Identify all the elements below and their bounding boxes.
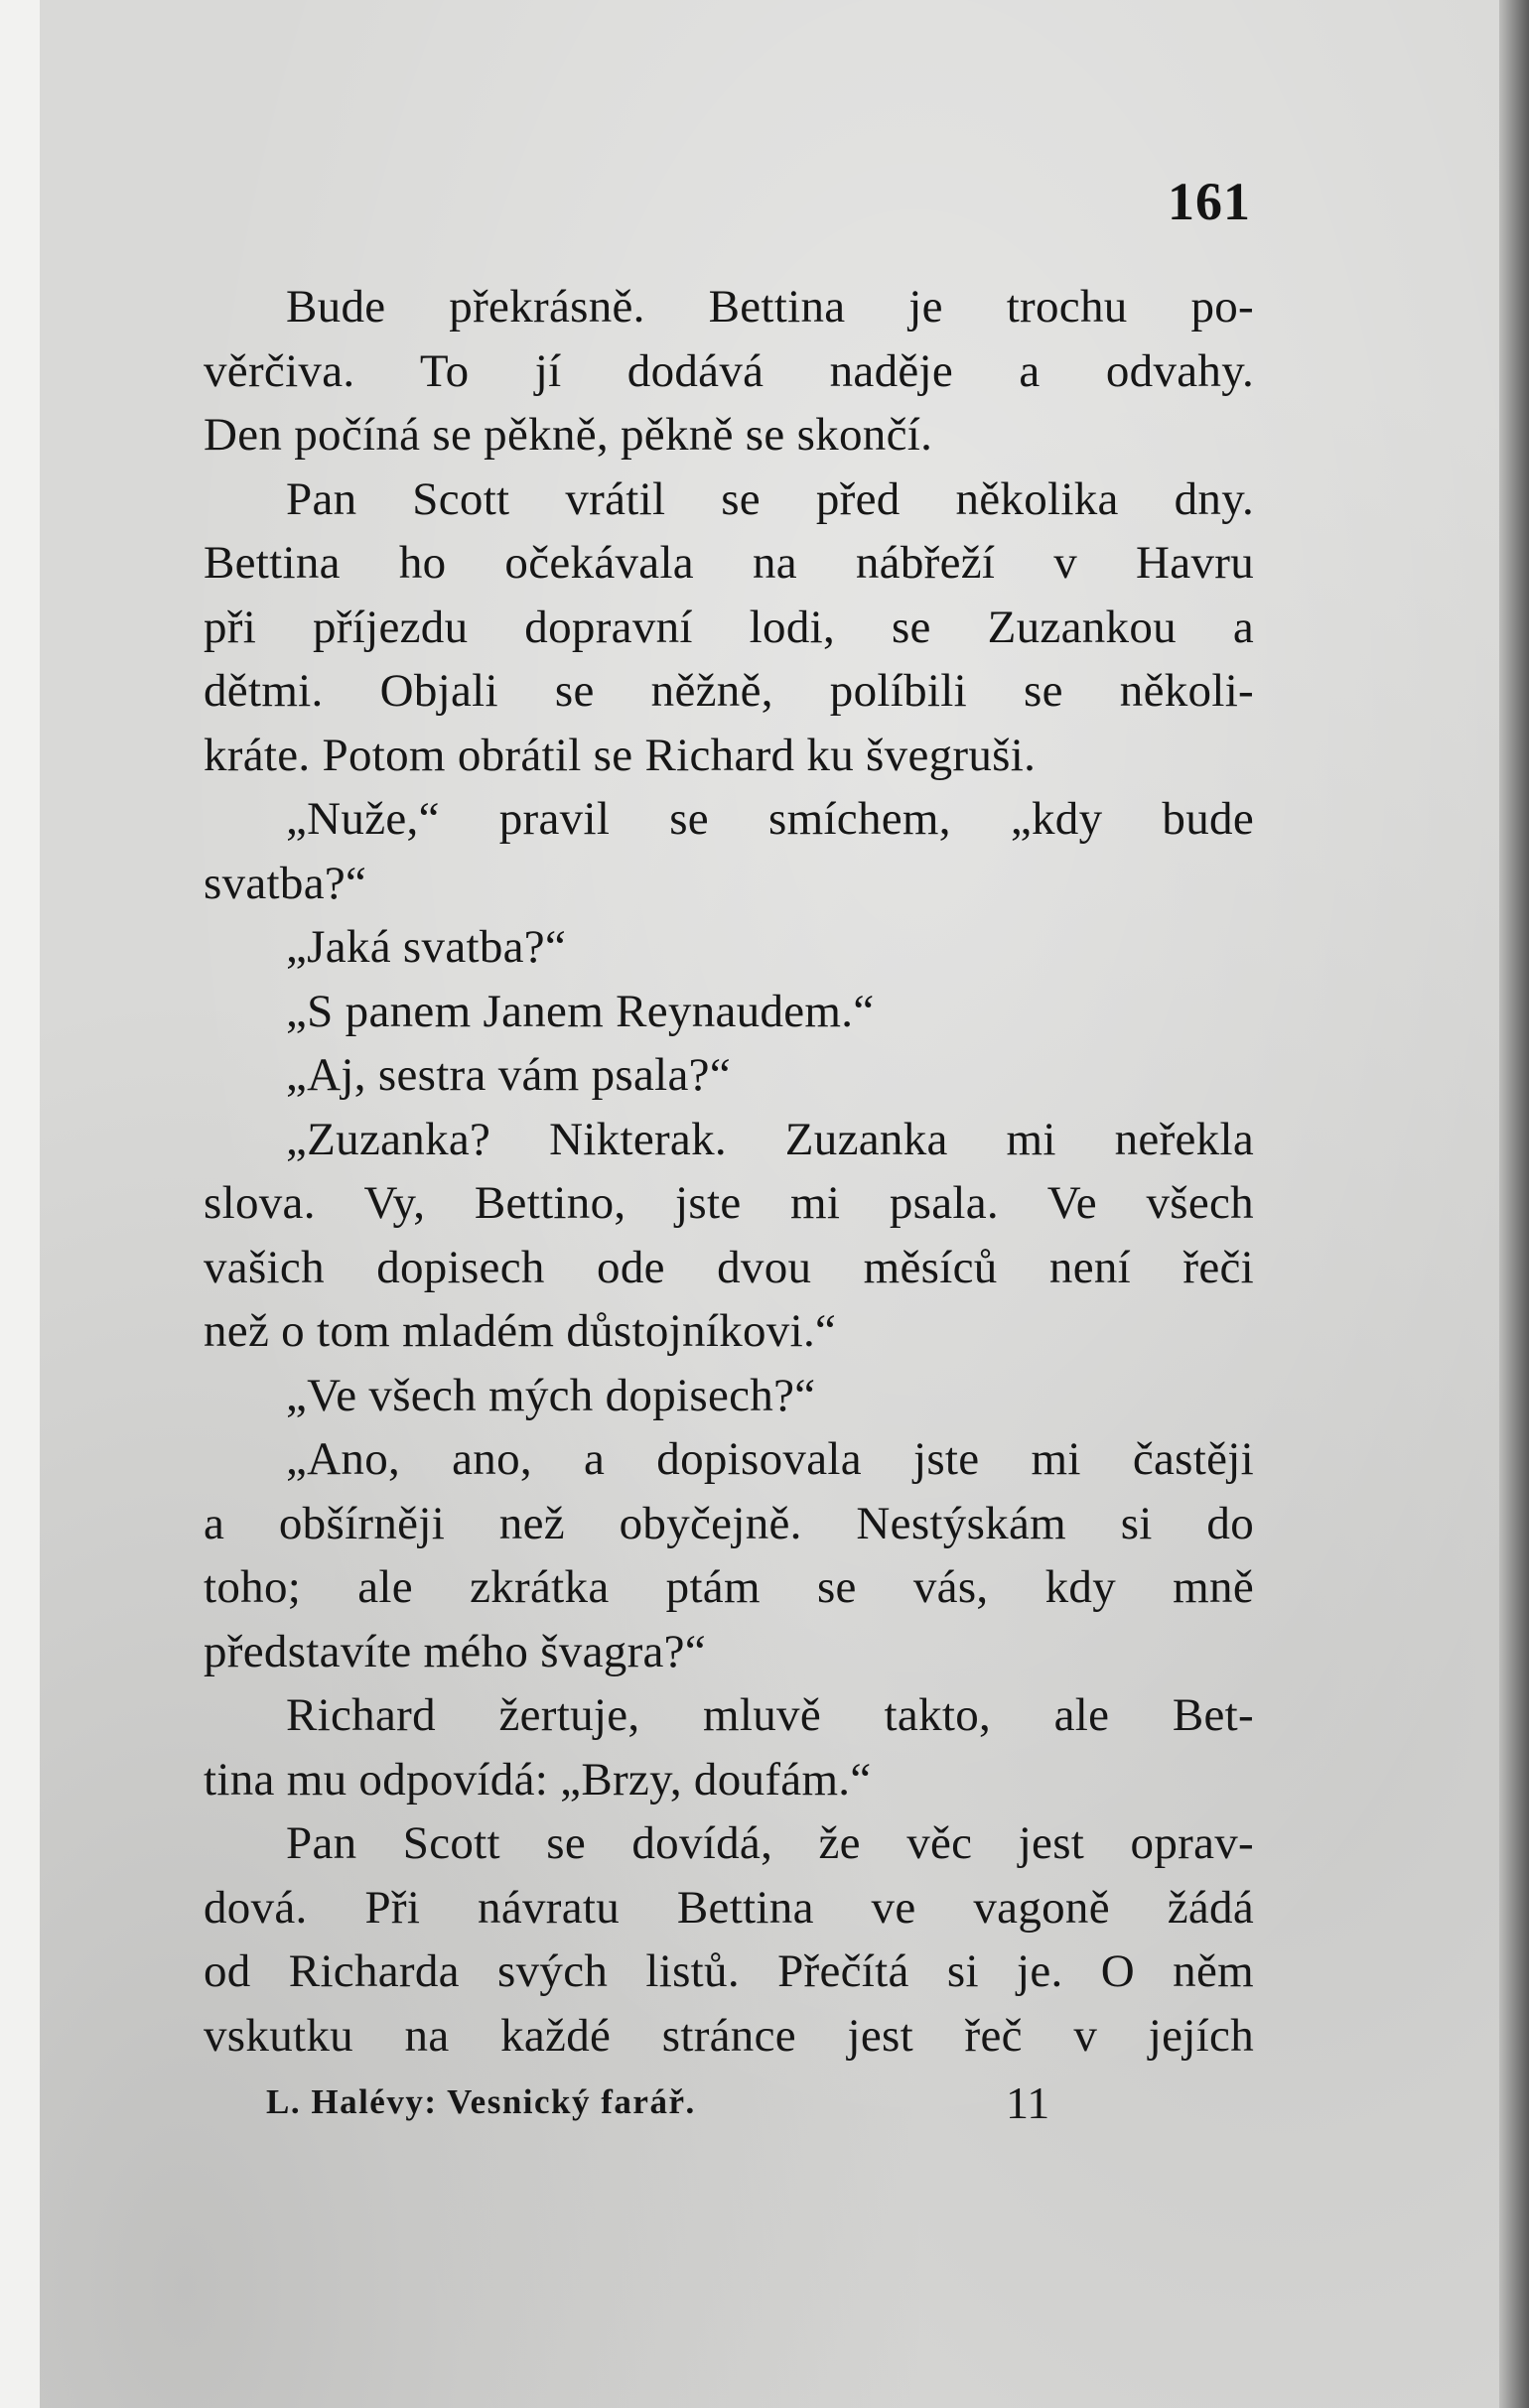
text-line: svatba?“ [204, 857, 367, 909]
text-line: Bettina ho očekávala na nábřeží v Havru [204, 537, 1254, 589]
text-line: kráte. Potom obrátil se Richard ku švegruši. [204, 729, 1037, 781]
text-line: toho; ale zkrátka ptám se vás, kdy mně [204, 1561, 1254, 1613]
text-line: „Aj, sestra vám psala?“ [286, 1049, 731, 1101]
text-line: „Nuže,“ pravil se smíchem, „kdy bude [286, 793, 1254, 845]
text-line: při příjezdu dopravní lodi, se Zuzankou a [204, 601, 1254, 653]
page-footer [266, 2077, 1060, 2142]
signature-mark: 11 [1006, 2077, 1050, 2128]
text-line: Pan Scott vrátil se před několika dny. [286, 472, 1254, 525]
text-line: vskutku na každé stránce jest řeč v jejích [204, 2009, 1254, 2062]
text-line: „Zuzanka? Nikterak. Zuzanka mi neřekla [286, 1113, 1254, 1165]
text-line: a obšírněji než obyčejně. Nestýskám si do [204, 1497, 1254, 1549]
page-left-margin [0, 0, 40, 2408]
page-right-edge [1499, 0, 1529, 2408]
text-line: vašich dopisech ode dvou měsíců není řeči [204, 1241, 1254, 1293]
page-number: 161 [1168, 172, 1251, 231]
text-line: tina mu odpovídá: „Brzy, doufám.“ [204, 1753, 872, 1806]
text-line: Richard žertuje, mluvě takto, ale Bet- [286, 1689, 1254, 1741]
text-line: věrčiva. To jí dodává naděje a odvahy. [204, 344, 1254, 397]
text-line: Pan Scott se dovídá, že věc jest oprav- [286, 1817, 1254, 1869]
text-line: Den počíná se pěkně, pěkně se skončí. [204, 409, 933, 461]
text-line: „Ve všech mých dopisech?“ [286, 1369, 816, 1421]
text-line: „Jaká svatba?“ [286, 921, 567, 973]
text-line: „S panem Janem Reynaudem.“ [286, 985, 875, 1037]
text-line: od Richarda svých listů. Přečítá si je. O něm [204, 1945, 1254, 1997]
text-line: než o tom mladém důstojníkovi.“ [204, 1305, 837, 1357]
body-text [204, 275, 1254, 2068]
footer-book-title: L. Halévy: Vesnický farář. [266, 2082, 696, 2121]
text-line: Bude překrásně. Bettina je trochu po- [286, 281, 1254, 333]
text-line: představíte mého švagra?“ [204, 1625, 707, 1677]
text-line: dová. Při návratu Bettina ve vagoně žádá [204, 1881, 1254, 1934]
text-line: „Ano, ano, a dopisovala jste mi častěji [286, 1433, 1254, 1485]
text-line: slova. Vy, Bettino, jste mi psala. Ve všech [204, 1177, 1254, 1229]
text-line: dětmi. Objali se něžně, políbili se několi- [204, 665, 1254, 717]
